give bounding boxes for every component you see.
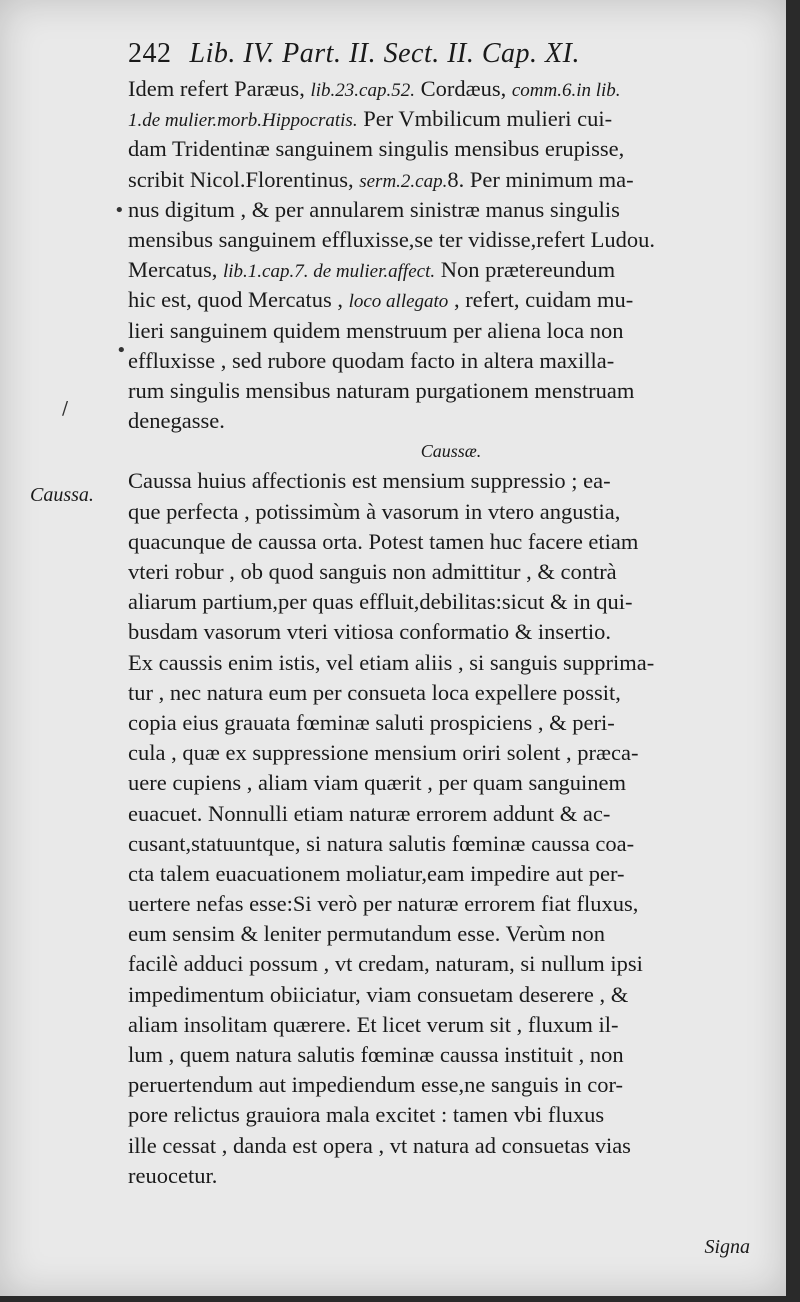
text-line: aliam insolitam quærere. Et licet verum sit , fluxum il- (128, 1011, 619, 1037)
text-line: facilè adduci possum , vt credam, naturam, si nullum ipsi (128, 951, 643, 977)
text-line: reuocetur. (128, 1162, 218, 1188)
text-line: hic est, quod Mercatus , loco allegato , refert, cuidam mu- (128, 287, 634, 313)
text-line: Mercatus, lib.1.cap.7. de mulier.affect. Non prætereundum (128, 257, 616, 283)
margin-dot: • (114, 200, 125, 221)
text-line: effluxisse , sed rubore quodam facto in altera maxilla- (128, 347, 615, 373)
text-line: aliarum partium,per quas effluit,debilitas:sicut & in qui- (128, 589, 633, 615)
body-text (128, 74, 774, 1191)
text-line: cusant,statuuntque, si natura salutis fœminæ caussa coa- (128, 830, 635, 856)
text-line: lieri sanguinem quidem menstruum per aliena loca non (128, 317, 624, 343)
paragraph-2 (128, 466, 774, 1191)
running-title: Lib. IV. Part. II. Sect. II. Cap. XI. (189, 38, 580, 69)
text-line: mensibus sanguinem effluxisse,se ter vidisse,refert Ludou. (128, 226, 655, 252)
text-line: pore relictus grauiora mala excitet : tamen vbi fluxus (128, 1102, 605, 1128)
text-line: que perfecta , potissimùm à vasorum in vtero angustia, (128, 498, 621, 524)
page-header (128, 38, 768, 78)
text-line: ille cessat , danda est opera , vt natura ad consuetas vias (128, 1132, 631, 1158)
citation: serm.2.cap. (359, 170, 448, 192)
margin-tick: / (62, 398, 69, 419)
text-line: Caussa huius affectionis est mensium suppressio ; ea- (128, 468, 611, 494)
citation: comm.6.in lib. (511, 80, 621, 101)
text-line: nus digitum , & per annularem sinistræ manus singulis (128, 196, 620, 222)
text-line: denegasse. (128, 408, 225, 434)
margin-note: Caussa. (30, 484, 94, 506)
text-line: impedimentum obiiciatur, viam consuetam deserere , & (128, 981, 629, 1007)
section-heading: Caussæ. (420, 441, 482, 462)
text-line: vteri robur , ob quod sanguis non admittitur , & contrà (128, 559, 617, 584)
text-line: rum singulis mensibus naturam purgationem menstruam (128, 377, 635, 403)
text-line: peruertendum aut impediendum esse,ne sanguis in cor- (128, 1072, 624, 1098)
catchword: Signa (704, 1236, 750, 1258)
text-line: uertere nefas esse:Si verò per naturæ errorem fiat fluxus, (128, 891, 639, 917)
page-number: 242 (128, 38, 172, 69)
paragraph-1 (128, 74, 774, 436)
citation: lib.1.cap.7. de mulier.affect. (222, 261, 436, 283)
text-line: Ex caussis enim istis, vel etiam aliis , si sanguis supprima- (128, 649, 655, 675)
text-line: tur , nec natura eum per consueta loca expellere possit, (128, 679, 621, 705)
text-line: cta talem euacuationem moliatur,eam impedire aut per- (128, 860, 625, 886)
citation: loco allegato (348, 291, 449, 313)
text-line: lum , quem natura salutis fœminæ caussa instituit , non (128, 1042, 624, 1067)
citation: 1.de mulier.morb.Hippocratis. (128, 110, 358, 132)
text-line: eum sensim & leniter permutandum esse. Verùm non (128, 921, 605, 947)
text-line: scribit Nicol.Florentinus, serm.2.cap.8. Per minimum ma- (128, 166, 634, 192)
text-line: uere cupiens , aliam viam quærit , per quam sanguinem (128, 770, 626, 796)
text-line: copia eius grauata fœminæ saluti prospiciens , & peri- (128, 709, 615, 735)
margin-dot: • (116, 340, 127, 361)
text-line: 1.de mulier.morb.Hippocratis. Per Vmbilicum mulieri cui- (128, 106, 613, 132)
text-line: Idem refert Paræus, lib.23.cap.52. Cordæus, comm.6.in lib. (128, 76, 621, 101)
text-line: euacuet. Nonnulli etiam naturæ errorem addunt & ac- (128, 800, 611, 826)
citation: lib.23.cap.52. (310, 80, 415, 101)
text-line: cula , quæ ex suppressione mensium oriri solent , præca- (128, 740, 639, 766)
text-line: busdam vasorum vteri vitiosa conformatio & insertio. (128, 619, 612, 645)
text-line: quacunque de caussa orta. Potest tamen huc facere etiam (128, 528, 639, 554)
text-line: dam Tridentinæ sanguinem singulis mensibus erupisse, (128, 136, 625, 162)
